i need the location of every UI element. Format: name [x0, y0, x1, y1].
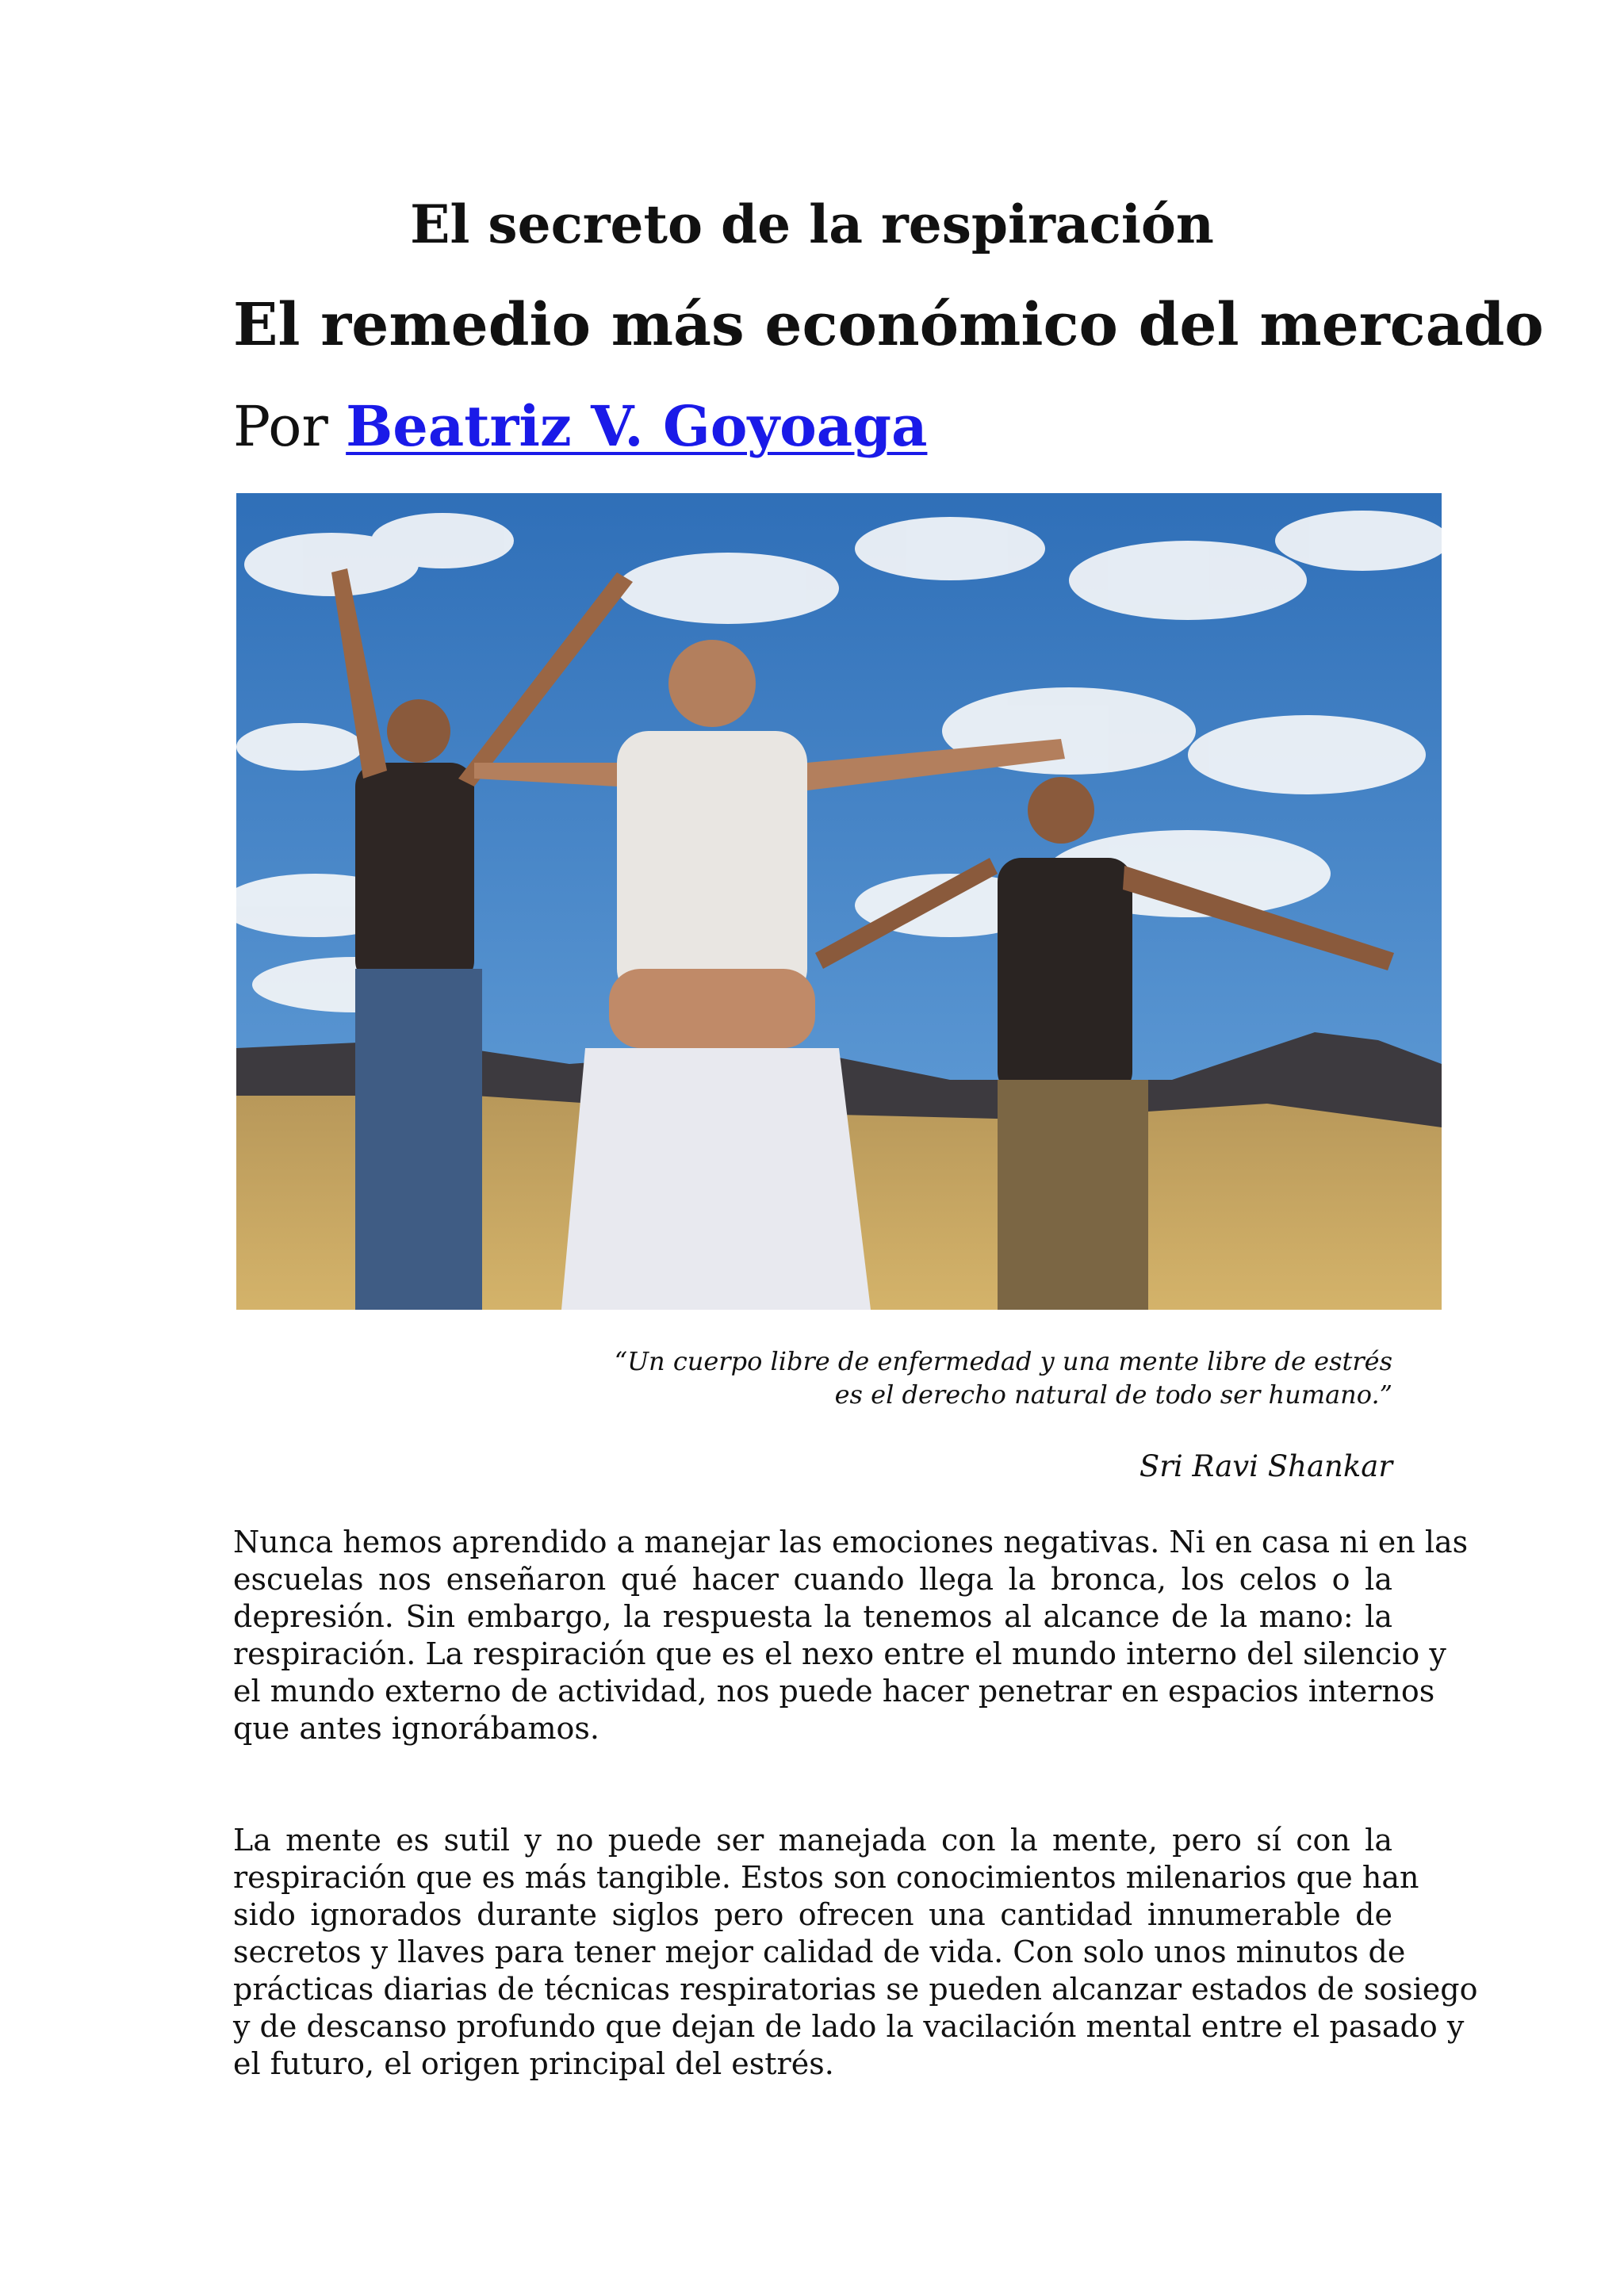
byline-prefix: Por — [233, 394, 328, 459]
page-subtitle: El remedio más económico del mercado — [233, 291, 1544, 359]
hero-photo — [236, 493, 1442, 1310]
paragraph — [233, 1524, 1469, 1747]
paragraph-line: que antes ignorábamos. — [233, 1711, 599, 1746]
paragraph-line: respiración. La respiración que es el nexo entre el mundo interno del silencio y — [233, 1636, 1446, 1671]
paragraph-line: La mente es sutil y no puede ser manejada con la mente, pero sí con la — [233, 1823, 1392, 1858]
paragraph-line: y de descanso profundo que dejan de lado la vacilación mental entre el pasado y — [233, 2009, 1465, 2044]
quote-line: “Un cuerpo libre de enfermedad y una mente libre de estrés — [614, 1346, 1392, 1376]
paragraph-line: escuelas nos enseñaron qué hacer cuando llega la bronca, los celos o la — [233, 1562, 1392, 1597]
epigraph-quote — [520, 1345, 1392, 1411]
quote-line: es el derecho natural de todo ser humano.” — [834, 1380, 1392, 1410]
paragraph-line: el mundo externo de actividad, nos puede hacer penetrar en espacios internos — [233, 1674, 1435, 1709]
paragraph-line: depresión. Sin embargo, la respuesta la tenemos al alcance de la mano: la — [233, 1599, 1392, 1634]
paragraph-line: prácticas diarias de técnicas respiratorias se pueden alcanzar estados de sosiego — [233, 1972, 1478, 2007]
paragraph-line: sido ignorados durante siglos pero ofrecen una cantidad innumerable de — [233, 1897, 1392, 1932]
byline — [233, 388, 1423, 465]
paragraph-line: el futuro, el origen principal del estrés. — [233, 2046, 834, 2081]
author-link[interactable]: Beatriz V. Goyoaga — [346, 393, 928, 459]
paragraph-line: Nunca hemos aprendido a manejar las emociones negativas. Ni en casa ni en las — [233, 1525, 1469, 1559]
paragraph-line: secretos y llaves para tener mejor calidad de vida. Con solo unos minutos de — [233, 1934, 1406, 1969]
paragraph-line: respiración que es más tangible. Estos son conocimientos milenarios que han — [233, 1860, 1419, 1895]
paragraph — [233, 1822, 1478, 2083]
page-title: El secreto de la respiración — [410, 193, 1214, 255]
quote-attribution: Sri Ravi Shankar — [1139, 1449, 1392, 1483]
